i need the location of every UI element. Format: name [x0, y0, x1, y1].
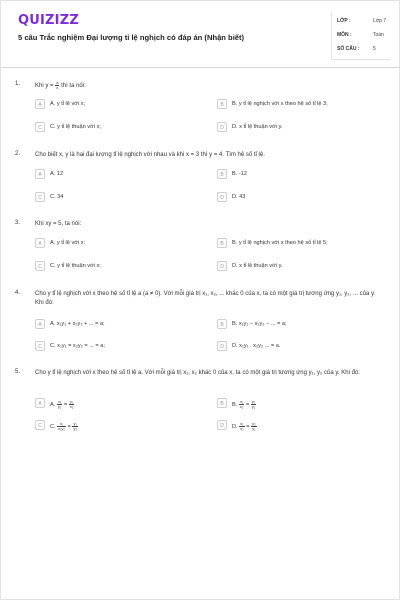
option-text: C. $\frac{\text{x₁}}{\text{x₁y₂}}$ = $\frac{\text{y₁}}{\text{y₂}}$ [50, 421, 77, 431]
option-text: D. x tỉ lệ thuận với y. [232, 263, 283, 269]
meta-subject [337, 29, 391, 42]
option-text: C. x₁y₁ = x₂y₂ = ... = a; [50, 343, 105, 349]
option-text: C. y tỉ lệ thuận với x; [50, 124, 101, 130]
option-letter: D [217, 261, 227, 271]
option-text: A. 12 [50, 171, 64, 177]
meta-count-label: SỐ CÂU : [337, 46, 360, 52]
option-letter: A [35, 398, 45, 408]
option-letter: B [217, 238, 227, 248]
option-text: A. y tỉ lệ với x; [50, 240, 86, 246]
question-text: Cho y tỉ lệ nghịch với x theo hệ số tỉ lệ a (a ≠ 0). Với mỗi giá trị x₁, x₂, ... khác 0 của x, ta có một giá trị tương ứng y₁, y₂, ... của y. Khi đó: [35, 291, 376, 306]
question-text: Cho y tỉ lệ nghịch với x theo hệ số tỉ lệ a. Với mỗi giá trị x₁, x₂ khác 0 của x, ta có một giá trị tương ứng y₁, y₂ của y. Khi đó: [35, 370, 360, 376]
option-letter: A [35, 238, 45, 248]
option-text: C. 34 [50, 194, 64, 200]
option-text: D. $\frac{\text{x₁}}{\text{x₂}}$ = $\frac{\text{y₂}}{\text{y₁}}$ [232, 421, 256, 431]
option-letter: C [35, 420, 45, 430]
page-title: 5 câu Trắc nghiệm Đại lượng tỉ lệ nghịch có đáp án (Nhận biết) [18, 33, 245, 42]
option-letter: D [217, 341, 227, 351]
option-text: B. $\frac{\text{x₁}}{\text{x₂}}$ = $\frac{\text{y₁}}{\text{y₂}}$ [232, 399, 256, 409]
question-text: Khi y = $\frac{a}{x}$ thì ta nói: [35, 80, 86, 90]
option-letter: C [35, 122, 45, 132]
fraction: $\frac{\text{y₁}}{\text{y₂}}$ [251, 399, 256, 409]
option-letter: D [217, 192, 227, 202]
meta-grade [337, 15, 391, 28]
option-text: A. x₁y₁ + x₂y₂ + ... = a; [50, 321, 105, 327]
option-letter: A [35, 99, 45, 109]
question-number: 2. [15, 151, 21, 157]
option-text: D. 43 [232, 194, 246, 200]
option-text: A. $\frac{\text{x₁}}{\text{y₂}}$ = $\frac{\text{y₁}}{\text{x₂}}$ [50, 399, 74, 409]
option-letter: C [35, 192, 45, 202]
fraction: $\frac{\text{x₁}}{\text{y₂}}$ [57, 399, 62, 409]
meta-subject-label: MÔN : [337, 32, 352, 38]
option-letter: B [217, 99, 227, 109]
question-text: Khi xy = 5, ta nói: [35, 221, 82, 227]
option-letter: B [217, 398, 227, 408]
meta-grade-value: Lớp 7 [373, 18, 387, 24]
header-divider [1, 67, 400, 68]
option-text: D. x₁y₁ . x₂y₂ ... = a. [232, 343, 281, 349]
option-text: B. -12 [232, 171, 247, 177]
fraction: $\frac{\text{y₁}}{\text{y₂}}$ [73, 421, 77, 431]
option-letter: C [35, 341, 45, 351]
fraction: $\frac{\text{x₁}}{\text{x₁y₂}}$ [58, 421, 66, 431]
quizizz-logo: QUIZIZZ [18, 13, 79, 28]
option-letter: B [217, 319, 227, 329]
question-number: 5. [15, 369, 21, 375]
option-letter: A [35, 169, 45, 179]
option-text: B. y tỉ lệ nghịch với x theo hệ số tỉ lệ 5; [232, 240, 328, 246]
option-letter: C [35, 261, 45, 271]
option-letter: D [217, 122, 227, 132]
option-text: D. x tỉ lệ thuận với y. [232, 124, 283, 130]
option-letter: B [217, 169, 227, 179]
meta-subject-value: Toán [373, 32, 384, 38]
option-text: B. x₁y₁ − x₂y₂ − ... = a; [232, 321, 287, 327]
option-text: C. y tỉ lệ thuận với x; [50, 263, 101, 269]
option-text: B. y tỉ lệ nghịch với x theo hệ số tỉ lệ 3; [232, 101, 328, 107]
option-letter: A [35, 319, 45, 329]
question-number: 4. [15, 290, 21, 296]
question-number: 1. [15, 81, 21, 87]
fraction: $\frac{\text{x₁}}{\text{x₂}}$ [240, 421, 244, 431]
fraction: $\frac{\text{x₁}}{\text{x₂}}$ [239, 399, 244, 409]
fraction: $\frac{a}{x}$ [56, 80, 59, 90]
option-text: A. y tỉ lệ với x; [50, 101, 86, 107]
meta-box [331, 13, 390, 60]
option-letter: D [217, 420, 227, 430]
meta-grade-label: LỚP : [337, 18, 351, 24]
question-number: 3. [15, 220, 21, 226]
fraction: $\frac{\text{y₁}}{\text{x₂}}$ [69, 399, 74, 409]
meta-count [337, 43, 391, 56]
fraction: $\frac{\text{y₂}}{\text{y₁}}$ [252, 421, 256, 431]
meta-count-value: 5 [373, 46, 376, 52]
question-text: Cho biết x, y là hai đại lượng tỉ lệ nghịch với nhau và khi x = 3 thì y = 4. Tìm hệ số tỉ lệ. [35, 152, 265, 158]
